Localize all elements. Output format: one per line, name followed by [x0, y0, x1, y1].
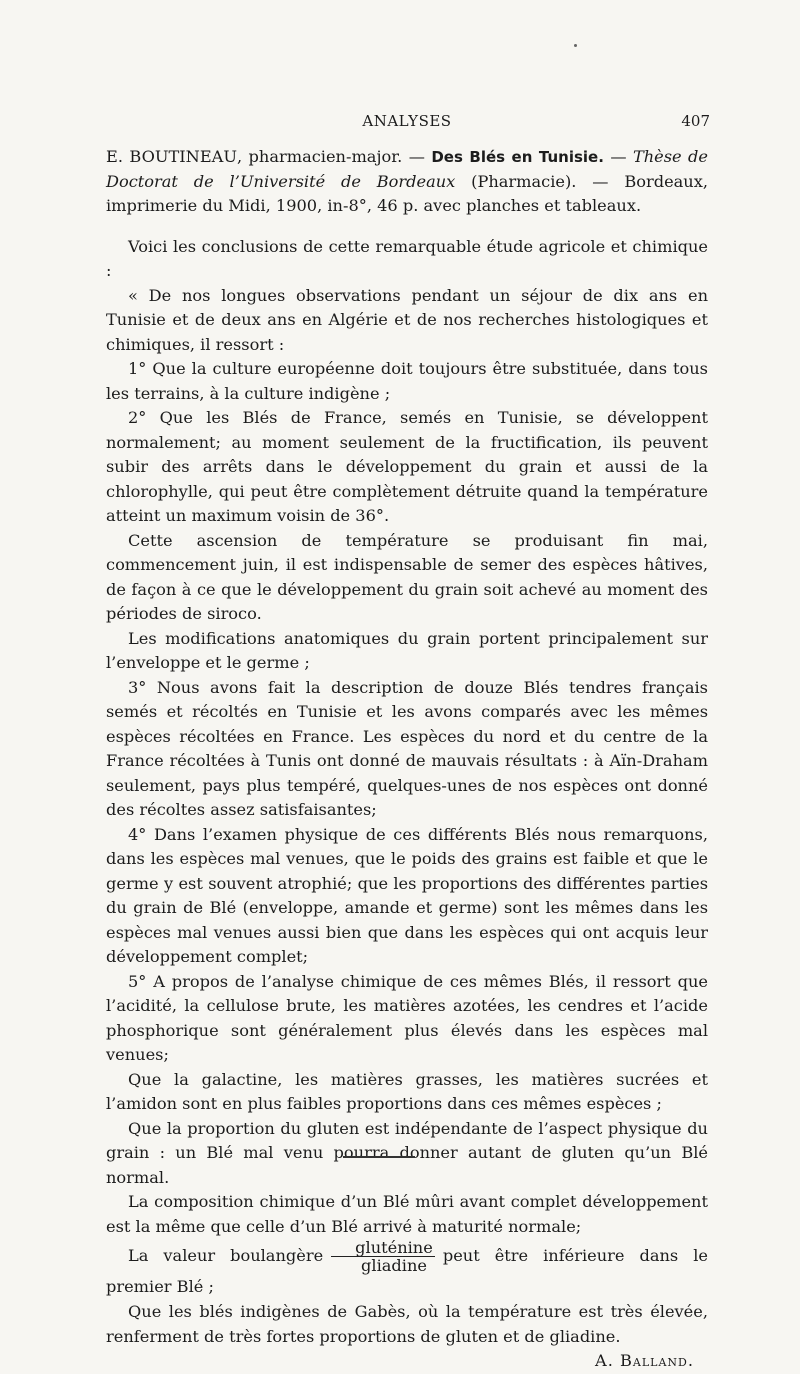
- paragraph: Voici les conclusions de cette remarquable étude agricole et chimique :: [106, 236, 708, 280]
- fraction-numerator: gluténine: [331, 1239, 435, 1257]
- fraction-trail-text: peut être inférieure dans le premier Blé ;: [106, 1246, 708, 1296]
- text-column: [106, 145, 708, 1374]
- reference-author: E. BOUTINEAU: [106, 147, 237, 166]
- paragraph: 3° Nous avons fait la description de douze Blés tendres français semés et récoltés en Tunisie et les avons comparés avec les mêmes espèces récoltées en France. Les espèces du nord et du centre de la France récoltées à Tunis ont donné de mauvais résultats : à Aïn-Draham seulement, pays plus tempéré, quelques-unes de nos espèces ont donné des récoltes assez satisfaisantes;: [106, 677, 708, 819]
- running-title: ANALYSES: [362, 112, 452, 130]
- fraction: [331, 1239, 435, 1274]
- paragraph: Les modifications anatomiques du grain portent principalement sur l’enveloppe et le germe ;: [106, 628, 708, 672]
- fraction-lead-text: La valeur boulangère: [128, 1246, 324, 1265]
- paragraph: Que la galactine, les matières grasses, les matières sucrées et l’amidon sont en plus faibles proportions dans ces mêmes espèces ;: [106, 1069, 708, 1113]
- paragraph: 4° Dans l’examen physique de ces différents Blés nous remarquons, dans les espèces mal venues, que le poids des grains est faible et que le germe y est souvent atrophié; que les proportions des différentes parties du grain de Blé (enveloppe, amande et germe) sont les mêmes dans les espèces mal venues aussi bien que dans les espèces qui ont acquis leur développement complet;: [106, 824, 708, 966]
- signature: A. Balland.: [595, 1351, 694, 1370]
- paragraph: La composition chimique d’un Blé mûri avant complet développement est la même que celle d’un Blé arrivé à maturité normale;: [106, 1192, 708, 1236]
- reference-thesis: Thèse de Doctorat de l’Université de Bordeaux: [106, 147, 708, 191]
- page-number: 407: [681, 112, 710, 130]
- fraction-paragraph: [106, 1239, 708, 1300]
- closing-paragraph: Que les blés indigènes de Gabès, où la température est très élevée, renferment de très fortes proportions de gluten et de gliadine.: [106, 1302, 708, 1346]
- end-rule: [343, 1156, 415, 1158]
- reference-separator: —: [603, 147, 633, 166]
- reference-role: , pharmacien-major. —: [237, 147, 432, 166]
- paragraph: 5° A propos de l’analyse chimique de ces mêmes Blés, il ressort que l’acidité, la cellulose brute, les matières azotées, les cendres et l’acide phosphorique sont généralement plus élevés dans les espèces mal venues;: [106, 971, 708, 1064]
- reference-title: Des Blés en Tunisie.: [431, 148, 604, 166]
- bibliographic-reference: [106, 145, 708, 219]
- paragraph: 2° Que les Blés de France, semés en Tunisie, se développent normalement; au moment seulement de la fructification, ils peuvent subir des arrêts dans le développement du grain et aussi de la chlorophylle, qui peut être complètement détruite quand la température atteint un maximum voisin de 36°.: [106, 408, 708, 525]
- paragraph: « De nos longues observations pendant un séjour de dix ans en Tunisie et de deux ans en Algérie et de nos recherches histologiques et chimiques, il ressort :: [106, 285, 708, 354]
- reference-details: (Pharmacie). — Bordeaux, imprimerie du Midi, 1900, in-8°, 46 p. avec planches et tableaux.: [106, 171, 708, 215]
- running-header: [106, 112, 708, 134]
- fraction-denominator: gliadine: [361, 1256, 427, 1275]
- paragraph: Cette ascension de température se produisant fin mai, commencement juin, il est indispensable de semer des espèces hâtives, de façon à ce que le développement du grain soit achevé au moment des périodes de siroco.: [106, 530, 708, 623]
- paragraph: 1° Que la culture européenne doit toujours être substituée, dans tous les terrains, à la culture indigène ;: [106, 359, 708, 403]
- paragraph: Que la proportion du gluten est indépendante de l’aspect physique du grain : un Blé mal venu pourra donner autant de gluten qu’un Blé normal.: [106, 1118, 708, 1187]
- speck-mark: [574, 44, 577, 47]
